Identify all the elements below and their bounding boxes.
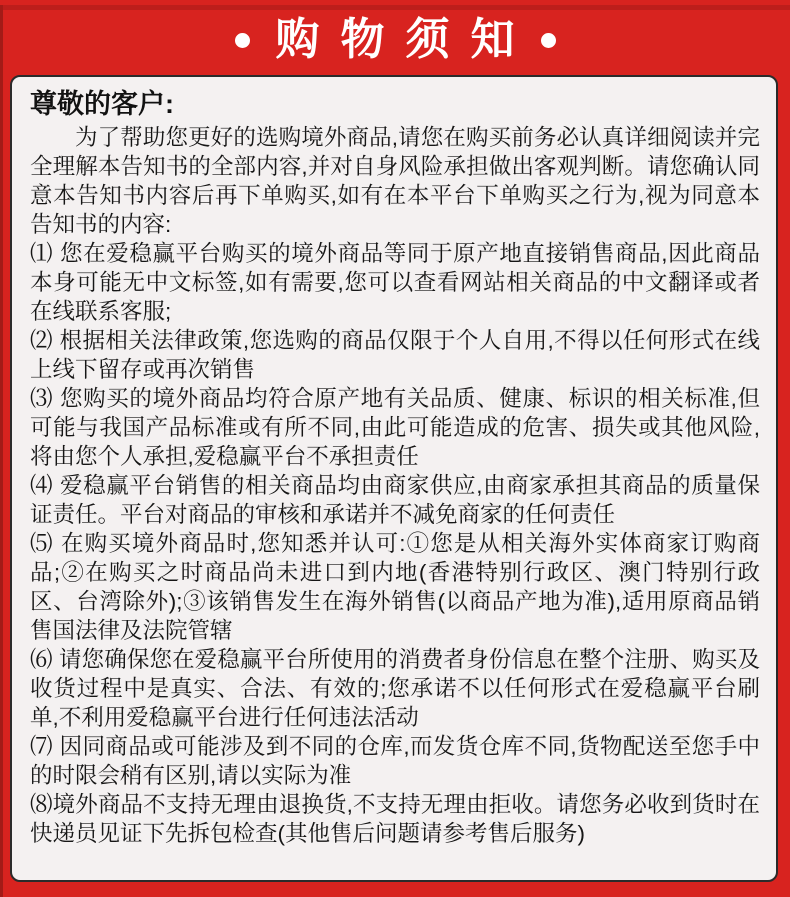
notice-item-5: ⑸ 在购买境外商品时,您知悉并认可:①您是从相关海外实体商家订购商品;②在购买之时商品尚未进口到内地(香港特别行政区、澳门特别行政区、台湾除外);③该销售发生在海外销售(以商品产地为准),适用原商品销售国法律及法院管辖 xyxy=(30,531,760,643)
title-dot-icon xyxy=(541,33,556,48)
salutation: 尊敬的客户: xyxy=(30,89,174,119)
notice-item-4: ⑷ 爱稳赢平台销售的相关商品均由商家供应,由商家承担其商品的质量保证责任。平台对商品的审核和承诺并不减免商家的任何责任 xyxy=(30,473,760,527)
top-edge-strip xyxy=(0,5,790,10)
notice-item-7: ⑺ 因同商品或可能涉及到不同的仓库,而发货仓库不同,货物配送至您手中的时限会稍有区别,请以实际为准 xyxy=(30,734,760,788)
page-title: 购物须知 xyxy=(275,15,536,64)
notice-panel xyxy=(10,75,778,882)
notice-item-3: ⑶ 您购买的境外商品均符合原产地有关品质、健康、标识的相关标准,但可能与我国产品标准或有所不同,由此可能造成的危害、损失或其他风险,将由您个人承担,爱稳赢平台不承担责任 xyxy=(30,386,760,469)
title-dot-icon xyxy=(235,33,250,48)
banner xyxy=(0,5,790,75)
notice-item-6: ⑹ 请您确保您在爱稳赢平台所使用的消费者身份信息在整个注册、购买及收货过程中是真实、合法、有效的;您承诺不以任何形式在爱稳赢平台刷单,不利用爱稳赢平台进行任何违法活动 xyxy=(30,647,760,730)
left-edge-strip xyxy=(0,5,3,897)
notice-intro: 为了帮助您更好的选购境外商品,请您在购买前务必认真详细阅读并完全理解本告知书的全部内容,并对自身风险承担做出客观判断。请您确认同意本告知书内容后再下单购买,如有在本平台下单购买之行为,视为同意本告知书的内容: xyxy=(30,125,760,237)
notice-item-8: ⑻境外商品不支持无理由退换货,不支持无理由拒收。请您务必收到货时在快递员见证下先拆包检查(其他售后问题请参考售后服务) xyxy=(30,792,760,846)
notice-item-2: ⑵ 根据相关法律政策,您选购的商品仅限于个人自用,不得以任何形式在线上线下留存或再次销售 xyxy=(30,328,760,382)
notice-item-1: ⑴ 您在爱稳赢平台购买的境外商品等同于原产地直接销售商品,因此商品本身可能无中文标签,如有需要,您可以查看网站相关商品的中文翻译或者在线联系客服; xyxy=(30,241,760,324)
